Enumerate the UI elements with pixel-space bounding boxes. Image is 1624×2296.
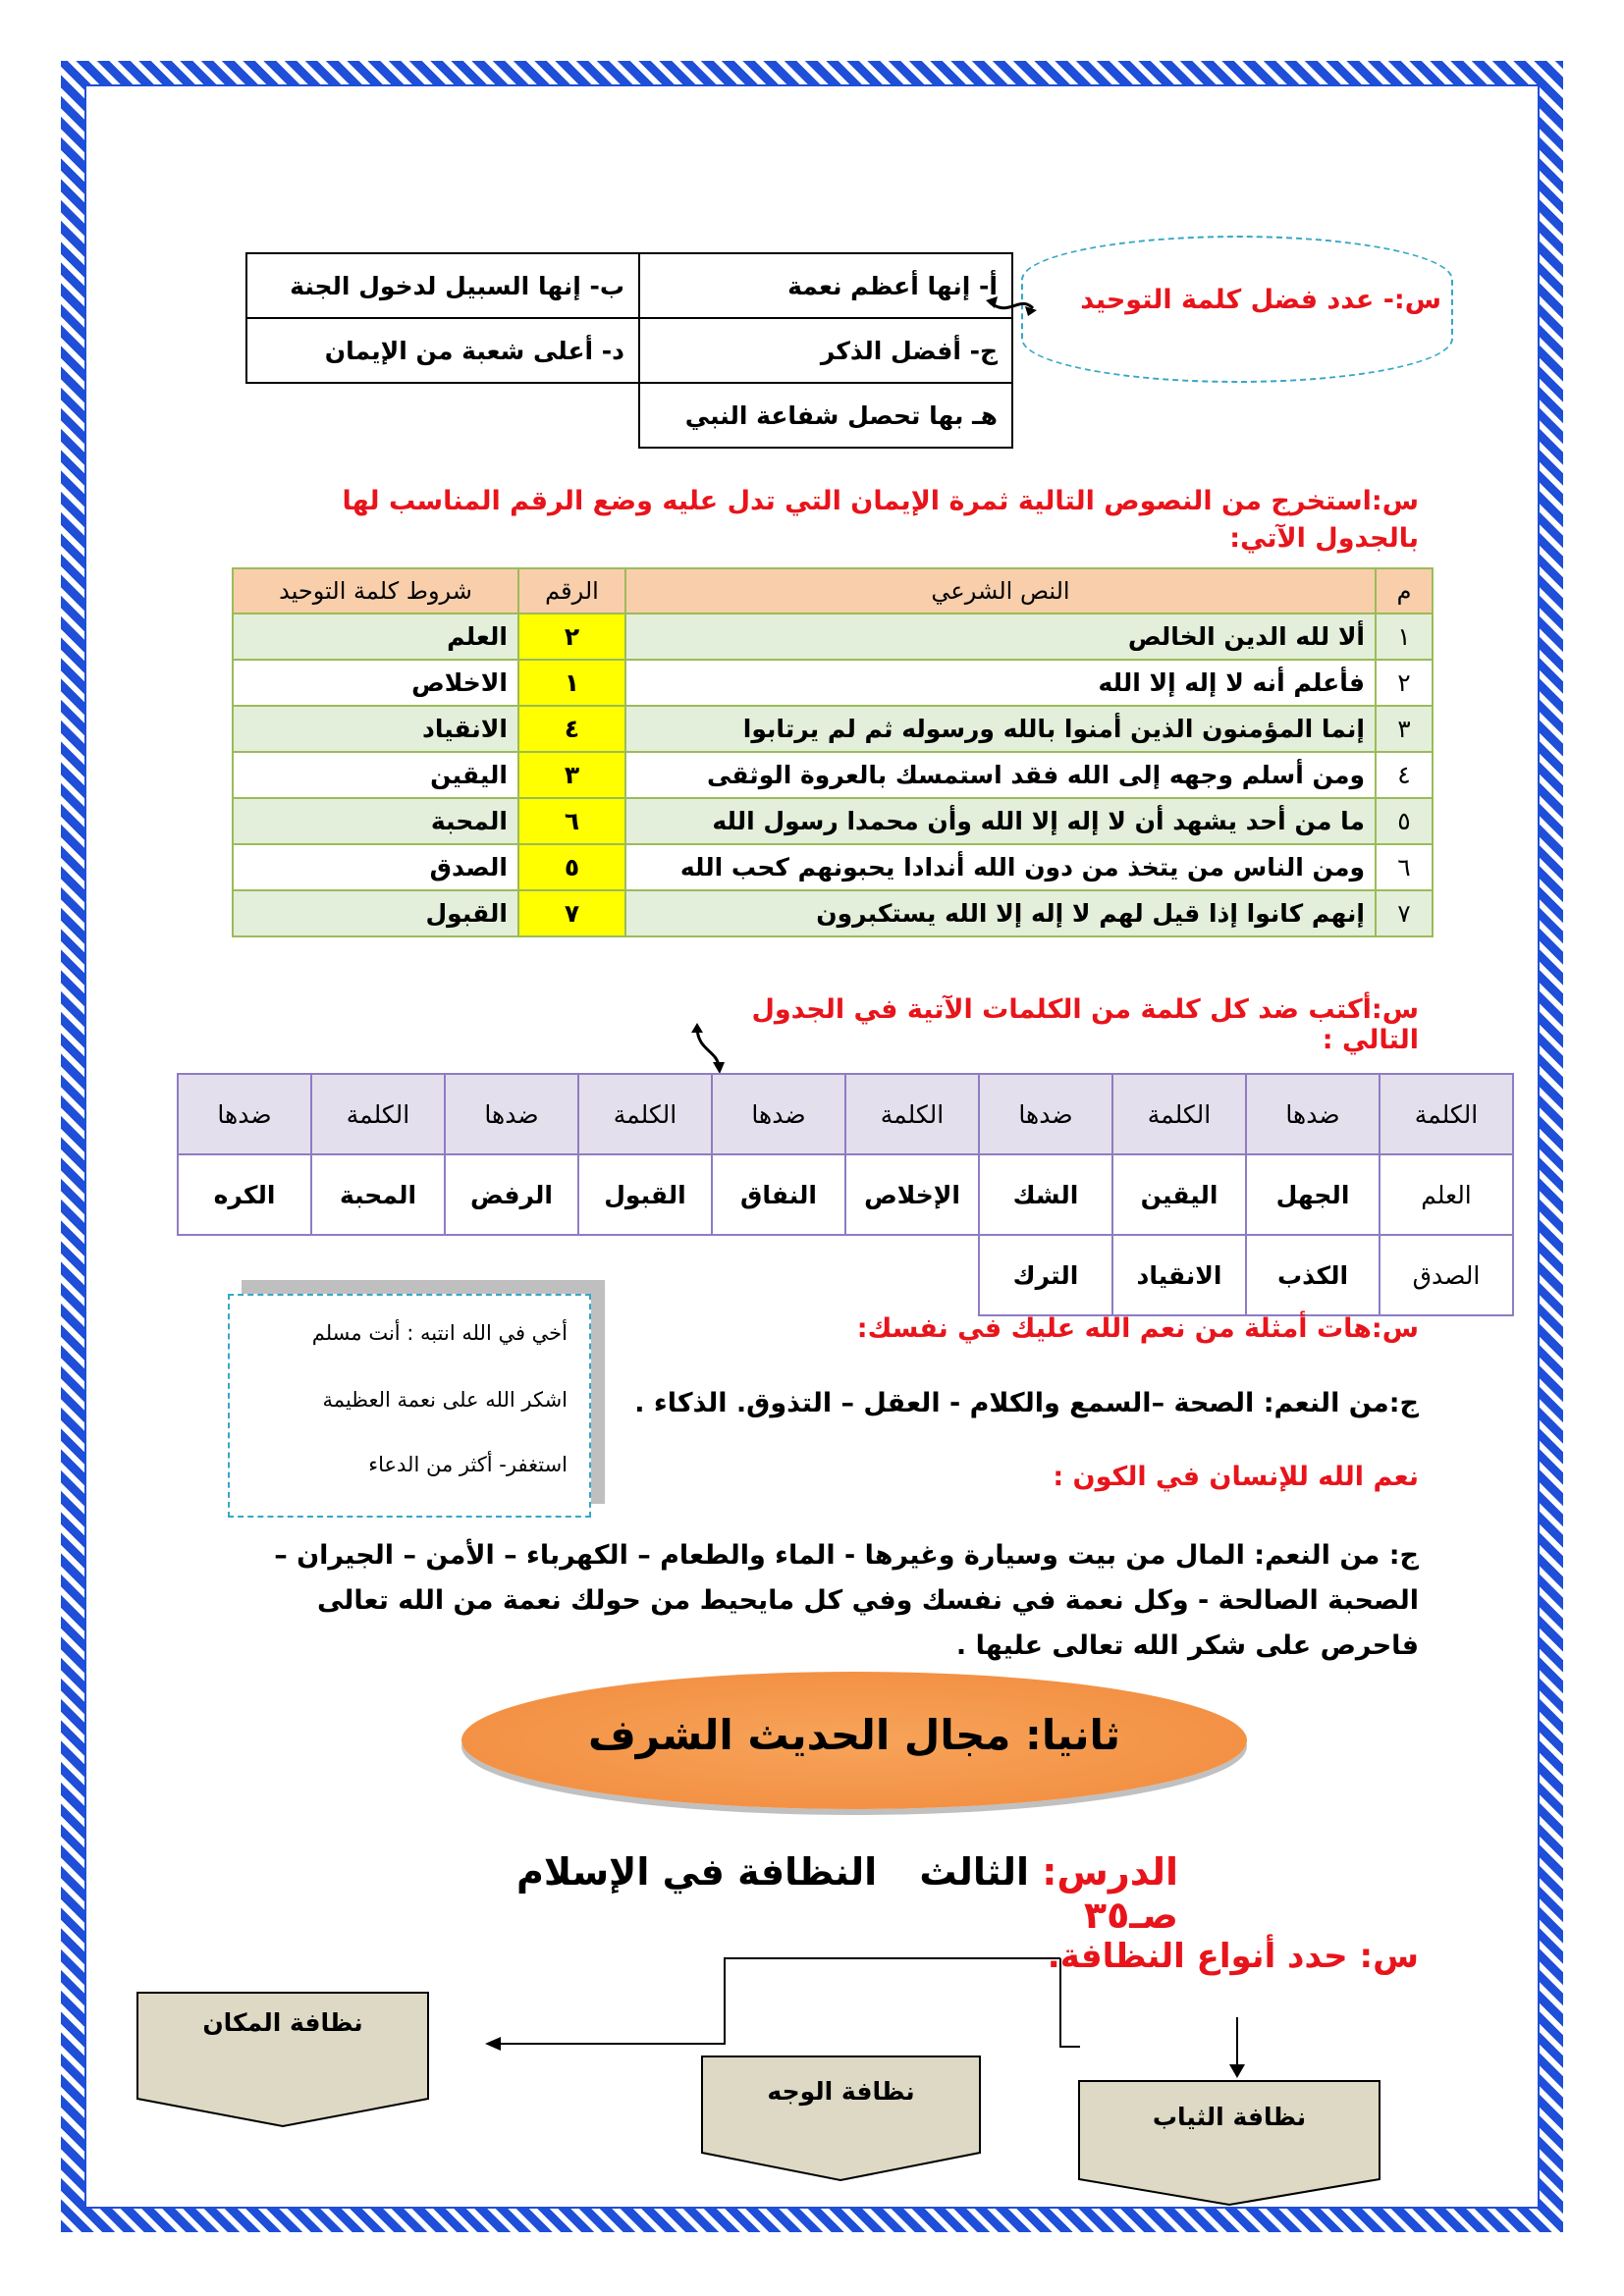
row-index: ٥ [1376,798,1433,844]
note-line: اشكر الله على نعمة العظيمة [322,1388,568,1412]
table-row [233,660,1433,706]
word-cell: المحبة [311,1154,445,1235]
row-index: ٦ [1376,844,1433,890]
empty-cell [246,383,639,448]
answer-universe-blessings: ج: من النعم: المال من بيت وسيارة وغيرها - الماء والطعام – الكهرباء – الأمن – الجيران – الصحبة الصالحة - وكل نعمة في نفسك وفي كل مايحيط من حولك نعمة من الله تعالى فاحرص على شكر الله تعالى عليها . [274,1540,1419,1661]
row-text: ومن الناس من يتخذ من دون الله أندادا يحبونهم كحب الله [625,844,1376,890]
cleanliness-place: نظافة المكان [202,2008,363,2037]
virtue-b: ب- إنها السبيل لدخول الجنة [246,253,639,318]
table-row [233,844,1433,890]
virtue-c: ج- أفضل الذكر [639,318,1012,383]
arrow-down-icon [1218,2017,1257,2086]
table-row [233,890,1433,936]
cleanliness-clothes: نظافة الثياب [1152,2103,1307,2131]
empty-cell [578,1235,712,1315]
answer-self-blessings: ج:من النعم: الصحة –السمع والكلام - العقل – التذوق. الذكاء . [634,1388,1419,1418]
header-opposite: ضدها [178,1074,311,1154]
row-condition: الصدق [233,844,518,890]
word-cell: اليقين [1112,1154,1246,1235]
virtue-d: د- أعلى شعبة من الإيمان [246,318,639,383]
reminder-note [228,1294,591,1518]
cleanliness-face: نظافة الوجه [767,2077,915,2106]
word-cell: الإخلاص [845,1154,979,1235]
opposite-cell: الترك [979,1235,1112,1315]
lesson-number: الثالث [919,1850,1029,1894]
row-index: ١ [1376,614,1433,660]
question-opposites: س:أكتب ضد كل كلمة من الكلمات الآتية في الجدول التالي : [751,994,1419,1055]
section-title: ثانيا: مجال الحديث الشرف [587,1711,1121,1759]
opposite-cell: الشك [979,1154,1112,1235]
header-opposite: ضدها [712,1074,845,1154]
row-number: ١ [518,660,625,706]
row-index: ٧ [1376,890,1433,936]
opposite-cell: الجهل [1246,1154,1380,1235]
row-number: ٤ [518,706,625,752]
row-text: ومن أسلم وجهه إلى الله فقد استمسك بالعروة الوثقى [625,752,1376,798]
row-index: ٤ [1376,752,1433,798]
question-extract-fruits: س:استخرج من النصوص التالية ثمرة الإيمان التي تدل عليه وضع الرقم المناسب لها بالجدول الآتي: [342,486,1419,554]
row-number: ٥ [518,844,625,890]
header-word: الكلمة [1112,1074,1246,1154]
row-text: فأعلم أنه لا إله إلا الله [625,660,1376,706]
row-text: إنما المؤمنون الذين أمنوا بالله ورسوله ثم لم يرتابوا [625,706,1376,752]
word-cell: العلم [1380,1154,1513,1235]
question-cleanliness-types: س: حدد أنواع النظافة. [1047,1937,1419,1976]
row-index: ٣ [1376,706,1433,752]
table-row [233,798,1433,844]
row-number: ٣ [518,752,625,798]
conditions-table [232,567,1434,937]
note-line: أخي في الله انتبه : أنت مسلم [311,1321,568,1345]
opposite-cell: الرفض [445,1154,578,1235]
virtues-table [245,252,1013,449]
empty-cell [712,1235,845,1315]
row-text: ألا لله الدين الخالص [625,614,1376,660]
lesson-title: النظافة في الإسلام [515,1850,878,1894]
virtue-e: هـ بها تحصل شفاعة النبي [639,383,1012,448]
lesson-label: الدرس: [1042,1850,1178,1894]
word-cell: الصدق [1380,1235,1513,1315]
lesson-heading [471,1850,1178,1937]
header-cond: شروط كلمة التوحيد [233,568,518,614]
header-word: الكلمة [1380,1074,1513,1154]
opposites-table [177,1073,1514,1316]
table-row [233,752,1433,798]
arrow-down-icon [687,1021,736,1080]
row-index: ٢ [1376,660,1433,706]
header-word: الكلمة [845,1074,979,1154]
row-number: ٧ [518,890,625,936]
header-opposite: ضدها [1246,1074,1380,1154]
row-condition: الاخلاص [233,660,518,706]
row-condition: اليقين [233,752,518,798]
lesson-page: صـ٣٥ [1083,1894,1178,1937]
header-opposite: ضدها [979,1074,1112,1154]
row-condition: المحبة [233,798,518,844]
row-number: ٢ [518,614,625,660]
empty-cell [845,1235,979,1315]
table-row [178,1154,1513,1235]
header-m: م [1376,568,1433,614]
header-word: الكلمة [311,1074,445,1154]
row-condition: الانقياد [233,706,518,752]
row-text: ما من أحد يشهد أن لا إله إلا الله وأن محمدا رسول الله [625,798,1376,844]
word-cell: القبول [578,1154,712,1235]
row-text: إنهم كانوا إذا قيل لهم لا إله إلا الله يستكبرون [625,890,1376,936]
table-row [233,706,1433,752]
opposite-cell: النفاق [712,1154,845,1235]
face-box-shape [700,2055,982,2182]
header-num: الرقم [518,568,625,614]
row-number: ٦ [518,798,625,844]
opposite-cell: الكره [178,1154,311,1235]
question-tawheed-virtues: س:- عدد فضل كلمة التوحيد [1080,285,1441,315]
question-universe-blessings: نعم الله للإنسان في الكون : [1053,1462,1419,1492]
note-line: استغفر- أكثر من الدعاء [368,1453,568,1476]
question-self-blessings: س:هات أمثلة من نعم الله عليك في نفسك: [856,1313,1419,1344]
row-condition: القبول [233,890,518,936]
opposite-cell: الكذب [1246,1235,1380,1315]
word-cell: الانقياد [1112,1235,1246,1315]
header-opposite: ضدها [445,1074,578,1154]
header-word: الكلمة [578,1074,712,1154]
header-text: النص الشرعي [625,568,1376,614]
table-row [233,614,1433,660]
clothes-box-shape [1077,2079,1381,2207]
row-condition: العلم [233,614,518,660]
virtue-a: أ- إنها أعظم نعمة [639,253,1012,318]
